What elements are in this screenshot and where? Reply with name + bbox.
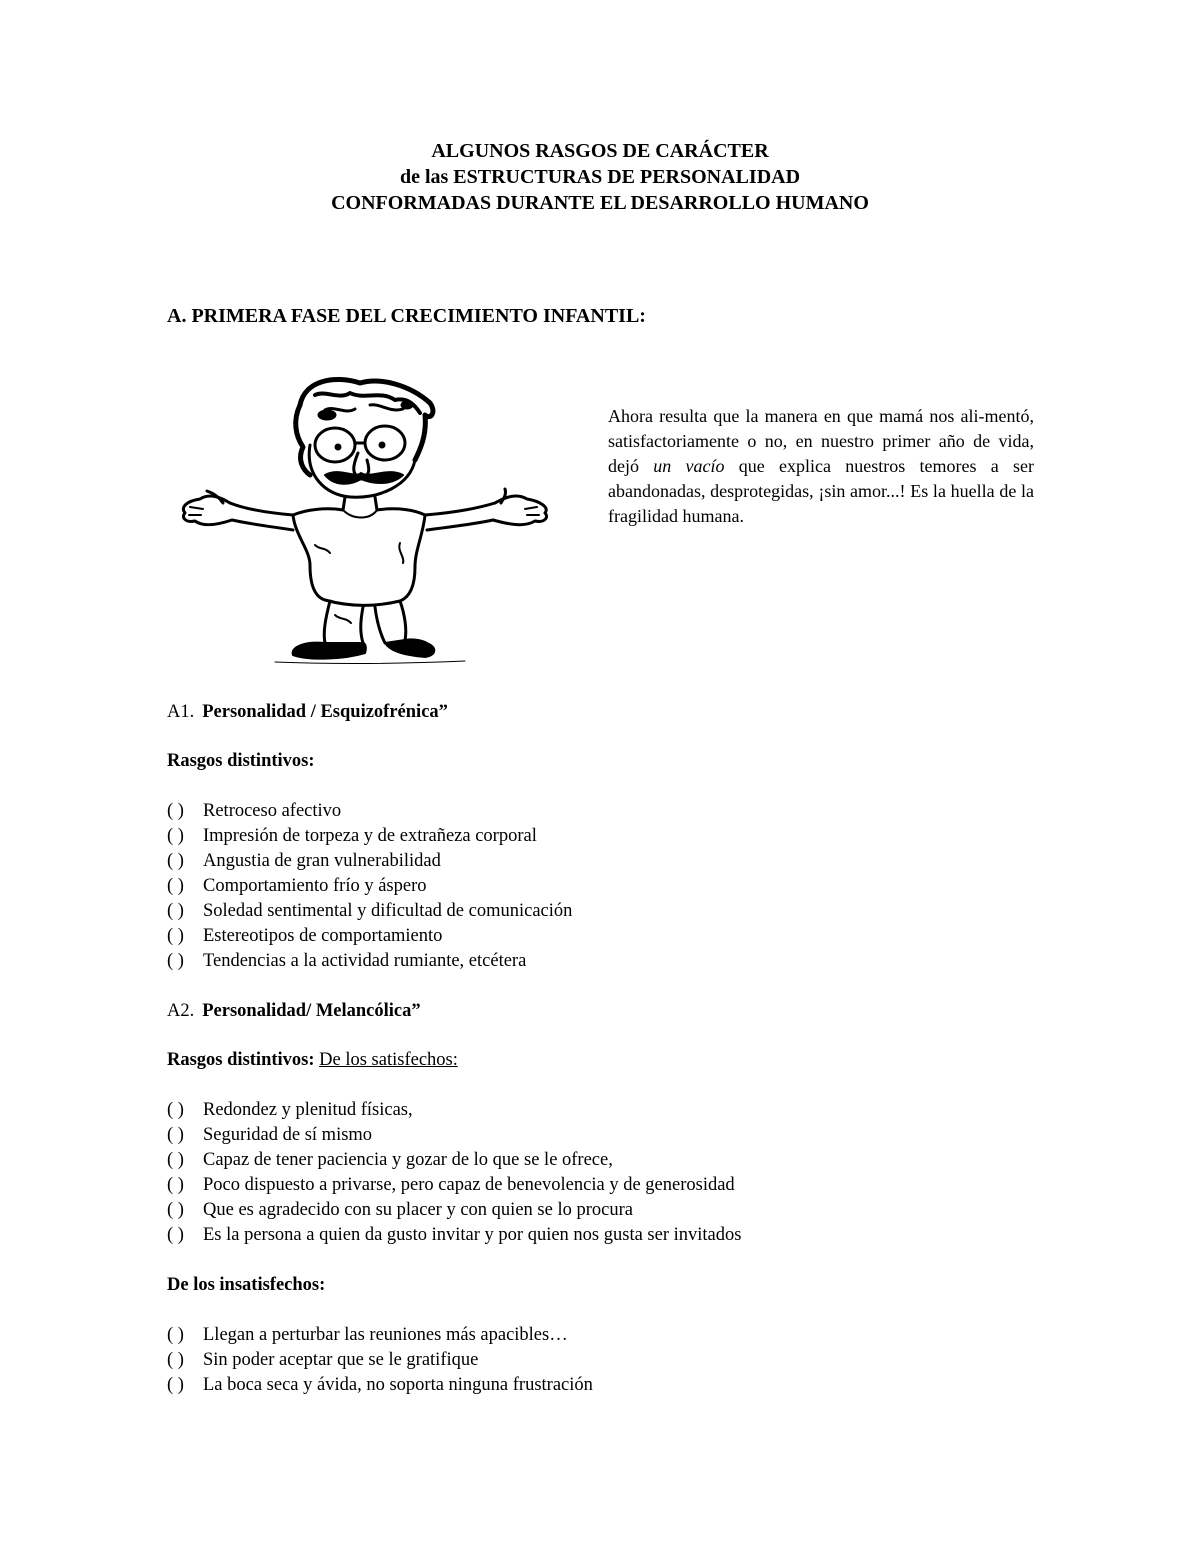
intro-text-start: Ahora resulta que la manera en que mamá nos ali-mentó, satisfactoriamente o no, en nuestro primer año de vida, dejó xyxy=(608,406,1034,476)
trait-checkbox[interactable]: ( ) xyxy=(167,1200,184,1220)
trait-item[interactable] xyxy=(167,1098,1067,1123)
content-body xyxy=(167,700,1067,1398)
trait-item[interactable] xyxy=(167,899,1067,924)
section-a-intro xyxy=(608,404,1034,529)
trait-checkbox[interactable]: ( ) xyxy=(167,1375,184,1395)
a2-unsatisfied-label xyxy=(167,1273,1067,1298)
trait-item[interactable] xyxy=(167,1198,1067,1223)
trait-checkbox[interactable]: ( ) xyxy=(167,926,184,946)
trait-checkbox[interactable]: ( ) xyxy=(167,1225,184,1245)
trait-checkbox[interactable]: ( ) xyxy=(167,1350,184,1370)
trait-text: Angustia de gran vulnerabilidad xyxy=(203,851,441,871)
trait-item[interactable] xyxy=(167,849,1067,874)
trait-item[interactable] xyxy=(167,1123,1067,1148)
trait-text: Que es agradecido con su placer y con quien se lo procura xyxy=(203,1200,633,1220)
trait-item[interactable] xyxy=(167,1223,1067,1248)
trait-checkbox[interactable]: ( ) xyxy=(167,876,184,896)
trait-item[interactable] xyxy=(167,949,1067,974)
a1-traits-list xyxy=(167,799,1067,974)
a1-traits-label xyxy=(167,749,1067,774)
a2-traits-label xyxy=(167,1048,1067,1073)
title-line-1: ALGUNOS RASGOS DE CARÁCTER xyxy=(431,140,769,162)
a2-label-text: Rasgos distintivos: xyxy=(167,1050,315,1070)
a1-name: Personalidad / Esquizofrénica” xyxy=(202,702,448,722)
trait-item[interactable] xyxy=(167,1348,1067,1373)
trait-item[interactable] xyxy=(167,874,1067,899)
trait-checkbox[interactable]: ( ) xyxy=(167,951,184,971)
trait-checkbox[interactable]: ( ) xyxy=(167,1175,184,1195)
a2-sublabel: De los satisfechos: xyxy=(319,1050,458,1070)
trait-text: Comportamiento frío y áspero xyxy=(203,876,427,896)
trait-text: Estereotipos de comportamiento xyxy=(203,926,443,946)
trait-item[interactable] xyxy=(167,1148,1067,1173)
trait-checkbox[interactable]: ( ) xyxy=(167,901,184,921)
trait-text: Capaz de tener paciencia y gozar de lo que se le ofrece, xyxy=(203,1150,613,1170)
trait-text: La boca seca y ávida, no soporta ninguna frustración xyxy=(203,1375,593,1395)
trait-text: Tendencias a la actividad rumiante, etcétera xyxy=(203,951,527,971)
trait-text: Redondez y plenitud físicas, xyxy=(203,1100,413,1120)
intro-text-end: que explica nuestros temores a ser abandonadas, desprotegidas, ¡sin amor...! Es la huella de la fragilidad humana. xyxy=(608,456,1034,526)
document-title xyxy=(0,138,1200,216)
trait-item[interactable] xyxy=(167,1323,1067,1348)
trait-text: Sin poder aceptar que se le gratifique xyxy=(203,1350,479,1370)
intro-emphasis: un vacío xyxy=(653,456,725,476)
unsatisfied-label-text: De los insatisfechos: xyxy=(167,1275,326,1295)
a2-name: Personalidad/ Melancólica” xyxy=(202,1001,421,1021)
trait-item[interactable] xyxy=(167,924,1067,949)
trait-item[interactable] xyxy=(167,824,1067,849)
trait-checkbox[interactable]: ( ) xyxy=(167,801,184,821)
trait-item[interactable] xyxy=(167,1373,1067,1398)
trait-text: Retroceso afectivo xyxy=(203,801,342,821)
a2-satisfied-list xyxy=(167,1098,1067,1248)
trait-checkbox[interactable]: ( ) xyxy=(167,826,184,846)
trait-checkbox[interactable]: ( ) xyxy=(167,851,184,871)
a2-number: A2. xyxy=(167,1001,195,1021)
trait-text: Soledad sentimental y dificultad de comunicación xyxy=(203,901,573,921)
title-line-3: CONFORMADAS DURANTE EL DESARROLLO HUMANO xyxy=(331,192,869,214)
cartoon-man-illustration xyxy=(175,375,560,665)
a2-heading xyxy=(167,999,1067,1024)
a1-label-text: Rasgos distintivos: xyxy=(167,751,315,771)
a1-heading xyxy=(167,700,1067,725)
trait-text: Impresión de torpeza y de extrañeza corporal xyxy=(203,826,537,846)
trait-checkbox[interactable]: ( ) xyxy=(167,1125,184,1145)
trait-checkbox[interactable]: ( ) xyxy=(167,1150,184,1170)
a1-number: A1. xyxy=(167,702,195,722)
trait-text: Es la persona a quien da gusto invitar y por quien nos gusta ser invitados xyxy=(203,1225,742,1245)
trait-item[interactable] xyxy=(167,1173,1067,1198)
section-a-heading: A. PRIMERA FASE DEL CRECIMIENTO INFANTIL: xyxy=(167,305,646,327)
title-line-2: de las ESTRUCTURAS DE PERSONALIDAD xyxy=(399,166,801,188)
a2-unsatisfied-list xyxy=(167,1323,1067,1398)
trait-text: Poco dispuesto a privarse, pero capaz de benevolencia y de generosidad xyxy=(203,1175,735,1195)
trait-text: Seguridad de sí mismo xyxy=(203,1125,373,1145)
trait-checkbox[interactable]: ( ) xyxy=(167,1100,184,1120)
trait-text: Llegan a perturbar las reuniones más apacibles… xyxy=(203,1325,568,1345)
trait-item[interactable] xyxy=(167,799,1067,824)
trait-checkbox[interactable]: ( ) xyxy=(167,1325,184,1345)
